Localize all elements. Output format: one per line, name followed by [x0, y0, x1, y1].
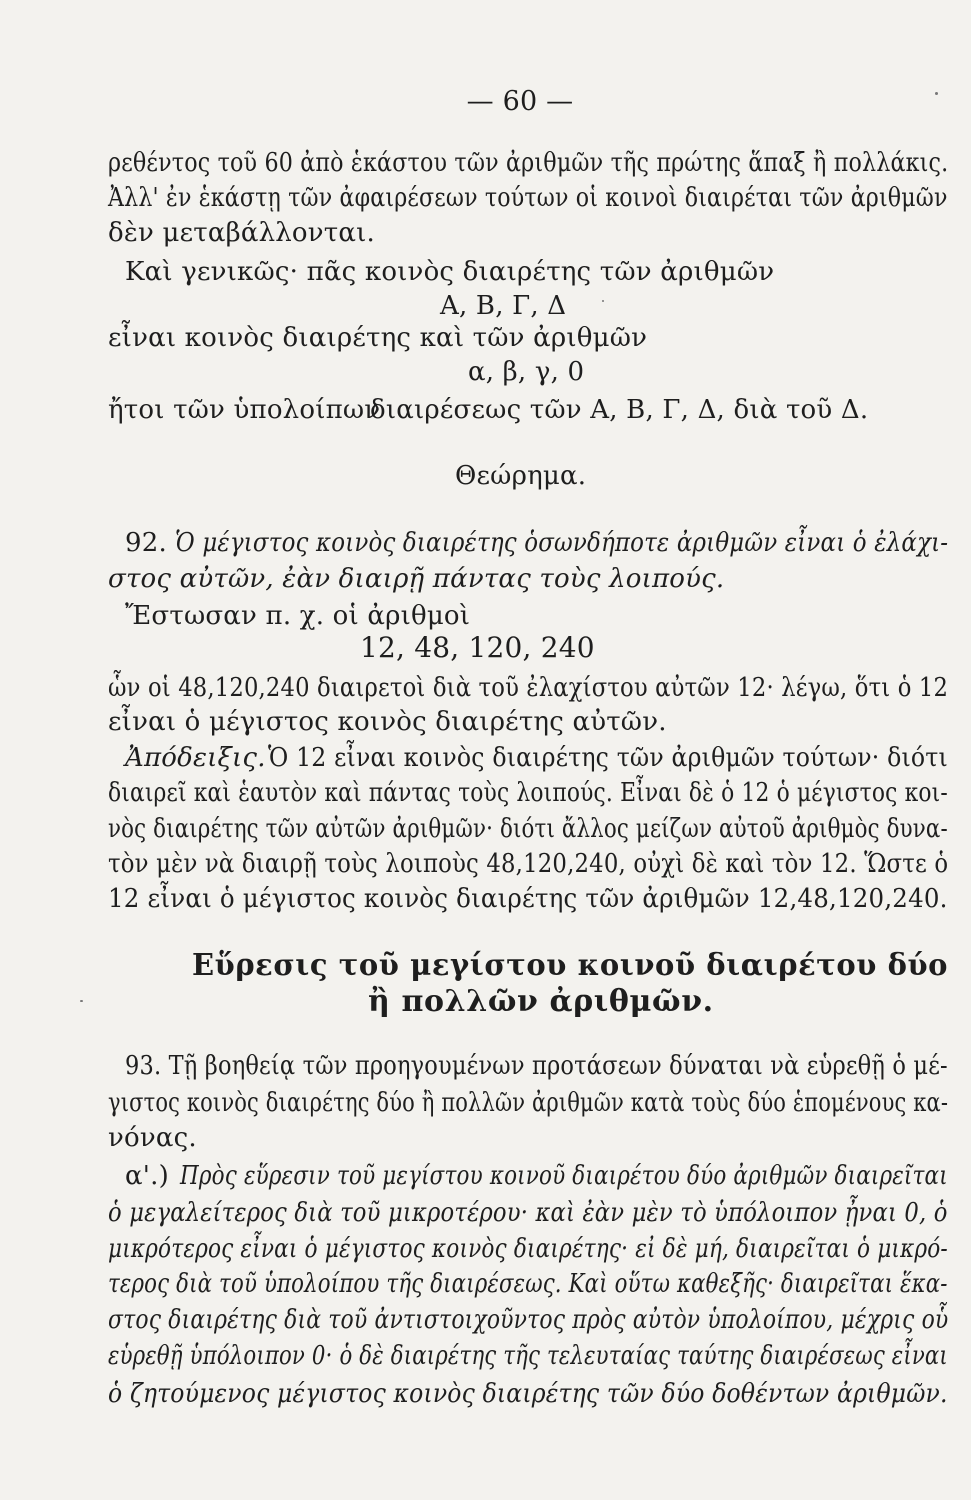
text-line: εἶναι ὁ μέγιστος κοινὸς διαιρέτης αὐτῶν. — [108, 707, 667, 737]
text-line: διαιρεῖ καὶ ἑαυτὸν καὶ πάντας τοὺς λοιπούς. Εἶναι δὲ ὁ 12 ὁ μέγιστος κοι- — [108, 778, 948, 808]
rule-text: μικρότερος εἶναι ὁ μέγιστος κοινὸς διαιρέτης· εἰ δὲ μή, διαιρεῖται ὁ μικρό- — [108, 1234, 948, 1264]
text-line: τὸν μὲν νὰ διαιρῇ τοὺς λοιποὺς 48,120,240, οὐχὶ δὲ καὶ τὸν 12. Ὥστε ὁ — [108, 849, 949, 879]
text-line: εἶναι κοινὸς διαιρέτης καὶ τῶν ἀριθμῶν — [108, 323, 648, 353]
theorem-statement: στος αὐτῶν, ἐὰν διαιρῇ πάντας τοὺς λοιπούς. — [108, 564, 725, 594]
formula-line: α, β, γ, 0 — [468, 357, 585, 387]
theorem-statement: Ὁ μέγιστος κοινὸς διαιρέτης ὁσωνδήποτε ἀριθμῶν εἶναι ὁ ἐλάχι- — [175, 528, 949, 558]
text-line: γιστος κοινὸς διαιρέτης δύο ἢ πολλῶν ἀριθμῶν κατὰ τοὺς δύο ἑπομένους κα- — [108, 1088, 949, 1118]
text-line: νόνας. — [108, 1123, 197, 1153]
text-line: ρεθέντος τοῦ 60 ἀπὸ ἑκάστου τῶν ἀριθμῶν τῆς πρώτης ἅπαξ ἢ πολλάκις. — [108, 148, 949, 178]
proof-label: Ἀπόδειξις. — [125, 743, 266, 773]
paper-speck — [935, 92, 938, 95]
text-line: διαιρέσεως τῶν Α, Β, Γ, Δ, διὰ τοῦ Δ. — [370, 395, 869, 425]
page-number: — 60 — — [466, 86, 574, 117]
paper-speck — [80, 1000, 83, 1002]
text-line: Ἀλλ' ἐν ἑκάστῃ τῶν ἀφαιρέσεων τούτων οἱ κοινοὶ διαιρέται τῶν ἀριθμῶν — [108, 183, 948, 213]
formula-line: Α, Β, Γ, Δ — [440, 291, 567, 321]
rule-text: εὑρεθῇ ὑπόλοιπον 0· ὁ δὲ διαιρέτης τῆς τελευταίας ταύτης διαιρέσεως εἶναι — [108, 1341, 948, 1371]
section-heading: Εὕρεσις τοῦ μεγίστου κοινοῦ διαιρέτου δύο — [192, 948, 949, 983]
text-line: 12 εἶναι ὁ μέγιστος κοινὸς διαιρέτης τῶν ἀριθμῶν 12,48,120,240. — [108, 884, 948, 914]
number-list: 12, 48, 120, 240 — [360, 631, 595, 664]
rule-text: ὁ ζητούμενος μέγιστος κοινὸς διαιρέτης τῶν δύο δοθέντων ἀριθμῶν. — [108, 1379, 948, 1409]
rule-text: ὁ μεγαλείτερος διὰ τοῦ μικροτέρου· καὶ ἐὰν μὲν τὸ ὑπόλοιπον ᾖναι 0, ὁ — [108, 1198, 948, 1228]
rule-text: τερος διὰ τοῦ ὑπολοίπου τῆς διαιρέσεως. Καὶ οὕτω καθεξῆς· διαιρεῖται ἕκα- — [108, 1269, 948, 1299]
text-line: ἤτοι τῶν ὑπολοίπων — [108, 395, 381, 425]
theorem-heading: Θεώρημα. — [455, 461, 587, 491]
text-line: ὧν οἱ 48,120,240 διαιρετοὶ διὰ τοῦ ἐλαχίστου αὐτῶν 12· λέγω, ὅτι ὁ 12 — [108, 673, 949, 703]
paper-speck — [602, 300, 604, 302]
rule-text: Πρὸς εὕρεσιν τοῦ μεγίστου κοινοῦ διαιρέτου δύο ἀριθμῶν διαιρεῖται — [180, 1161, 948, 1191]
text-line: 93. Τῇ βοηθείᾳ τῶν προηγουμένων προτάσεων δύναται νὰ εὑρεθῇ ὁ μέ- — [125, 1051, 948, 1081]
text-line: Ἔστωσαν π. χ. οἱ ἀριθμοὶ — [125, 601, 471, 631]
text-line: νὸς διαιρέτης τῶν αὐτῶν ἀριθμῶν· διότι ἄλλος μείζων αὐτοῦ ἀριθμὸς δυνα- — [108, 814, 948, 844]
text-line: δὲν μεταβάλλονται. — [108, 218, 375, 248]
rule-text: στος διαιρέτης διὰ τοῦ ἀντιστοιχοῦντος πρὸς αὐτὸν ὑπολοίπου, μέχρις οὗ — [108, 1305, 949, 1335]
rule-label: α'.) — [125, 1161, 169, 1191]
text-line: Καὶ γενικῶς· πᾶς κοινὸς διαιρέτης τῶν ἀριθμῶν — [125, 257, 775, 287]
paragraph-number: 92. — [125, 528, 167, 558]
section-heading: ἢ πολλῶν ἀριθμῶν. — [368, 984, 714, 1019]
text-line: Ὁ 12 εἶναι κοινὸς διαιρέτης τῶν ἀριθμῶν τούτων· διότι — [268, 743, 948, 773]
